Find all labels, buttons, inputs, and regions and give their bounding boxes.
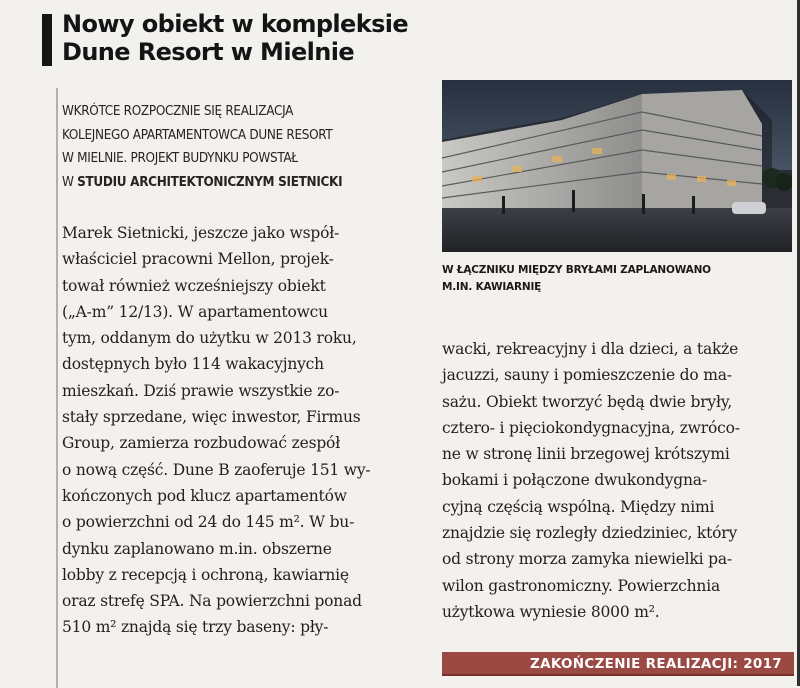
body-line: dynku zaplanowano m.in. obszerne xyxy=(62,539,332,558)
lead-line: KOLEJNEGO APARTAMENTOWCA DUNE RESORT xyxy=(62,127,333,143)
completion-banner: ZAKOŃCZENIE REALIZACJI: 2017 xyxy=(442,652,794,676)
caption-line: W ŁĄCZNIKU MIĘDZY BRYŁAMI ZAPLANOWANO xyxy=(442,264,711,276)
body-line: ne w stronę linii brzegowej krótszymi xyxy=(442,445,730,464)
title-line: Dune Resort w Mielnie xyxy=(62,38,355,66)
lead-studio-name: STUDIU ARCHITEKTONICZNYM SIETNICKI xyxy=(77,174,343,190)
body-line: wilon gastronomiczny. Powierzchnia xyxy=(442,576,721,595)
lead-line: W MIELNIE. PROJEKT BUDYNKU POWSTAŁ xyxy=(62,151,298,166)
body-line: tował również wcześniejszy obiekt xyxy=(62,276,326,295)
building-render-image xyxy=(442,80,792,252)
body-line: dostępnych było 114 wakacyjnych xyxy=(62,355,324,374)
article-title xyxy=(62,10,432,66)
body-line: sażu. Obiekt tworzyć będą dwie bryły, xyxy=(442,392,733,411)
body-line: znajdzie się rozległy dziedziniec, który xyxy=(442,524,738,543)
body-line: o nową część. Dune B zaoferuje 151 wy- xyxy=(62,460,371,479)
title-accent-bar xyxy=(42,14,52,66)
body-line: kończonych pod klucz apartamentów xyxy=(62,486,347,505)
body-line: o powierzchni od 24 do 145 m². W bu- xyxy=(62,513,355,532)
body-right-column xyxy=(442,336,792,625)
body-line: mieszkań. Dziś prawie wszystkie zo- xyxy=(62,381,340,400)
lead-prefix: W xyxy=(62,174,78,190)
photo-caption xyxy=(442,262,792,296)
body-line: jacuzzi, sauny i pomieszczenie do ma- xyxy=(442,366,732,385)
body-line: wacki, rekreacyjny i dla dzieci, a także xyxy=(442,340,739,358)
body-line: cztero- i pięciokondygnacyjna, zwróco- xyxy=(442,418,740,437)
title-line: Nowy obiekt w kompleksie xyxy=(62,10,409,38)
lead-line xyxy=(62,171,422,195)
body-line: oraz strefę SPA. Na powierzchni ponad xyxy=(62,592,362,611)
article-lead xyxy=(62,100,422,194)
body-line: bokami i połączone dwukondygna- xyxy=(442,471,707,490)
body-line: („A-m” 12/13). W apartamentowcu xyxy=(62,302,328,321)
body-line: właściciel pracowni Mellon, projek- xyxy=(62,250,334,269)
body-line: od strony morza zamyka niewielki pa- xyxy=(442,550,732,569)
body-line: cyjną częścią wspólną. Między nimi xyxy=(442,497,715,516)
body-line: użytkowa wyniesie 8000 m². xyxy=(442,602,660,621)
body-line: Marek Sietnicki, jeszcze jako współ- xyxy=(62,224,340,242)
body-line: Group, zamierza rozbudować zespół xyxy=(62,434,341,453)
body-line: stały sprzedane, więc inwestor, Firmus xyxy=(62,408,361,427)
body-line: 510 m² znajdą się trzy baseny: pły- xyxy=(62,618,329,637)
body-line: lobby z recepcją i ochroną, kawiarnię xyxy=(62,565,349,584)
body-line: tym, oddanym do użytku w 2013 roku, xyxy=(62,329,357,348)
lead-line: WKRÓTCE ROZPOCZNIE SIĘ REALIZACJA xyxy=(62,104,294,119)
caption-line: M.IN. KAWIARNIĘ xyxy=(442,281,542,293)
body-left-column xyxy=(62,220,422,641)
